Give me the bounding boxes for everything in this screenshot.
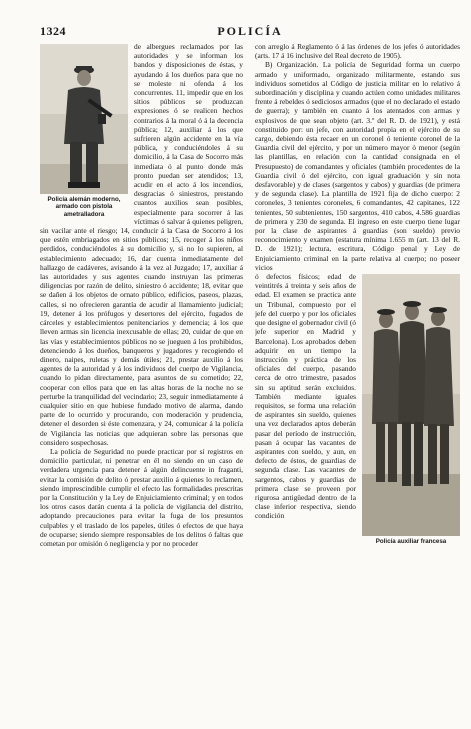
figure-caption-right: Policía auxiliar francesa bbox=[375, 538, 447, 546]
german-police-photo-illustration bbox=[40, 44, 128, 194]
running-head: POLICÍA bbox=[217, 24, 283, 38]
page-number: 1324 bbox=[40, 24, 66, 38]
left-paragraph-1: de albergues reclamados por las autoridades y se informan los bandos y disposiciones de éstas, y ayudando á los dueños para que no se moleste ni ofenda á los concurrentes. 11, impedir que en los sitios públicos se produzcan expresiones ó se realicen hechos contrarios á la moral ó á la decencia pública; 12, auxiliar á los que sufrieren algún accidente en la vía pública, y conduciéndoles á su domicilio, á la Casa de Socorro más inmediata ó al punto donde más pronto puedan ser atendidos; 13, acudir en el acto á los incendios, desgracias ó siniestros, prestando cuantos auxilios sean posibles, especialmente para socorrer á las víctimas ó salvar á quienes peligren, sin vacilar ante el riesgo; 14, conducir á la Casa de Socorro á los que estén embriagados en sitios públicos; 15, recoger á los niños perdidos, conduciéndoles á su domicilio y, si no lo supieren, al establecimiento adecuado; 16, dar cuenta inmediatamente del hallazgo de cadáveres, avisando á la vez al Juzgado; 17, auxiliar á las autoridades y sus agentes cuando instruyan las primeras diligencias por razón de delito, siniestro ó accidente; 18, evitar que se dañen á los objetos de ornato público, edificios, paseos, plazas, calles, si no ofrecieren garantía de acudir al llamamiento judicial; 19, detener á los prófugos y desertores del ejército, fugados de cárceles y establecimientos penitenciarios y demencia; á los que lleven armas sin licencia inexcusable de ellas; 20, cuidar de que en las vías y establecimientos públicos no se jueguen á los prohibidos, detenciendo á los dueños, banqueros y jugadores y recogiendo el dinero, naipes, ruletas y demás útiles; 21, prestar auxilio á los agentes de la autoridad y á los individuos del cuerpo de Vigilancia, cuando lo pidan directamente, para asuntos de su cometido; 22, cooperar con ellos para que en las altas horas de la noche no se perturbe la tranquilidad del vecindario; 23, seguir inmediatamente á cualquier sitio en que hubiese fundado motivo de alarma, dando parte de lo ocurrido y procurando, con moderación y prudencia, detener el desorden si éste comenzara, y 24, comunicar á la policía de Vigilancia las noticias que adquieran sobre las personas que considero sospechosas. bbox=[40, 42, 243, 447]
right-column bbox=[255, 42, 460, 697]
left-column bbox=[40, 42, 243, 697]
french-police-photo-illustration bbox=[362, 274, 460, 536]
right-paragraph-2: B) Organización. La policía de Seguridad forma un cuerpo armado y uniformado, organizado militarmente, estando sus individuos sometidos al Código de justicia militar en lo relativo á subordinación y disciplina y cuando actúen como unidades militares frente á rebeldes ó sediciosos armados (que el no declarado el estado de guerra); y también en cuanto á los atentados con armas y explosivos de que sean objeto (art. 3.º del R. D. de 1921), y está constituido por: un jefe, con autoridad propia en el ejército de su cargo, debiendo ésta recaer en un coronel ó teniente coronel de la Guardia civil del ejército, y por un número mayor ó menor (según las plantillas, en relación con la cantidad consignada en el Presupuesto) de comandantes y oficiales (también procedentes de la Guardia civil ó del ejército, con igual graduación y sin nota desfavorable) y de clases (sargentos y cabos) y guardias (de primera y de segunda clase). La plantilla de 1921 fija de dicho cuerpo: 2 coroneles, 3 tenientes coroneles, 6 comandantes, 42 capitanes, 122 tenientes, 50 subtenientes, 150 sargentos, 410 cabos, 4.586 guardias de primera y 230 de segunda. El ingreso en este cuerpo tiene lugar por la clase de aspirantes á guardias (son sueldo) previo reconocimiento y examen (estatura mínima 1.655 m (art. 13 del R. D. de 1921); lectura, escritura, Código penal y Ley de Enjuiciamiento criminal en la parte relativa al cuerpo; no poseer vicios bbox=[255, 60, 460, 272]
figure-caption-left: Policía alemán moderno, armado con pistola ametralladora bbox=[47, 196, 121, 218]
figure-french-police bbox=[362, 274, 460, 545]
page-header bbox=[40, 24, 460, 40]
figure-german-police bbox=[40, 44, 128, 218]
right-paragraph-3: ó defectos físicos; edad de veintitrés á treinta y seis años de edad. El examen se practica ante un Tribunal, compuesto por el jefe del cuerpo y por los oficiales que designe el gobernador civil (ó jefe superior en Madrid y Barcelona). Los aprobados deben adquirir en un tiempo la instrucción y práctica de los oficiales del cuerpo, pasando cerca de otro trimestre, pasados sin su aptitud serán excluidos. También mediante iguales requisitos, se forma una relación de aspirantes sin sueldo, quienes una vez declarados aptos deberán pasar del período de instrucción, pasan á ocupar las vacantes de aspirantes con sueldo, y aun, en defecto de éstos, de guardias de segunda clase. Las vacantes de sargentos, cabos y guardias de primera clase se proveen por rigurosa antigüedad dentro de la clase inferior respectiva, siendo condición bbox=[255, 272, 356, 521]
left-paragraph-2: La policía de Seguridad no puede practicar por sí registros en domicilio particular, ni penetrar en él no siendo en un caso de verdadera urgencia para detener á algún delincuente in fraganti, evitar la comisión de delito ó prestar auxilio á quienes lo reclamen, siendo imprescindible cumplir el efecto las formalidades prescritas por la Constitución y la Ley de Enjuiciamiento criminal; y en todos los otros casos darán cuenta á la policía de vigilancia del distrito, adoptando precauciones para evitar la fuga de los presuntos culpables y el traslado de los papeles, útiles ó efectos de que haya de ocuparse; siendo siempre responsables de los delitos ó faltas que cometan por omisión ó negligencia y por no proceder bbox=[40, 446, 243, 548]
photo-german-police bbox=[40, 44, 128, 194]
photo-french-police bbox=[362, 274, 460, 536]
right-paragraph-1: con arreglo á Reglamento ó á las órdenes de los jefes ó autoridades (arts. 17 á 16 inclusive del Real decreto de 1905). bbox=[255, 42, 460, 61]
